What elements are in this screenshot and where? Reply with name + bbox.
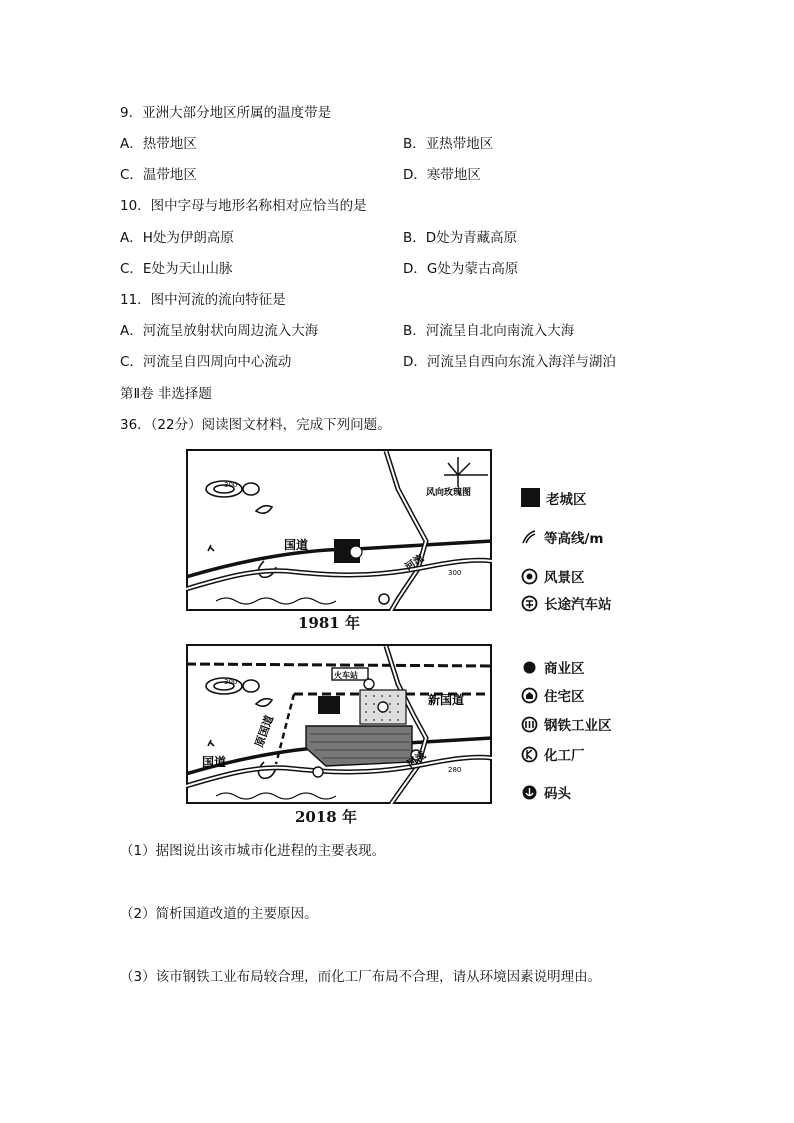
q36-sub-1: （1）据图说出该市城市化进程的主要表现。 (120, 843, 386, 859)
map-1981-year: 1981 年 (298, 614, 360, 632)
q9-option-d: D．寒带地区 (403, 167, 481, 183)
contour-value-b: 300 (448, 569, 462, 577)
q11-stem: 11．图中河流的流向特征是 (120, 292, 286, 308)
steel-industrial-area (306, 726, 412, 766)
q10-stem: 10．图中字母与地形名称相对应恰当的是 (120, 198, 367, 214)
map-2018-year: 2018 年 (295, 808, 357, 826)
legend-old-town: 老城区 (521, 488, 587, 508)
map-1981 (186, 449, 492, 611)
new-road-label: 新国道 (428, 693, 465, 707)
commercial-icon (521, 659, 538, 676)
legend-residential: 住宅区 (521, 685, 585, 705)
old-town-area-2018 (318, 696, 340, 714)
dock-icon (521, 784, 538, 801)
legend-scenic: 风景区 (521, 566, 585, 586)
legend-contour: 等高线/m (521, 527, 604, 547)
contour-value-2018-b: 280 (448, 766, 462, 774)
steel-industry-icon (521, 716, 538, 733)
q11-option-d: D．河流呈自西向东流入海洋与湖泊 (403, 354, 616, 370)
contour-icon (521, 529, 538, 546)
section-title: 第Ⅱ卷 非选择题 (120, 386, 212, 402)
legend-dock: 码头 (521, 782, 571, 802)
chemical-plant-icon (521, 746, 538, 763)
scenic-icon (521, 568, 538, 585)
q9-stem: 9．亚洲大部分地区所属的温度带是 (120, 105, 332, 121)
river-label-1981: 河流 (403, 552, 427, 574)
q11-option-a: A．河流呈放射状向周边流入大海 (120, 323, 319, 339)
residential-icon (521, 687, 538, 704)
scenic-spot-marker (379, 594, 389, 604)
legend-steel: 钢铁工业区 (521, 714, 612, 734)
legend-commercial: 商业区 (521, 657, 585, 677)
q10-option-d: D．G处为蒙古高原 (403, 261, 519, 277)
old-town-icon (521, 488, 540, 507)
q11-option-b: B．河流呈自北向南流入大海 (403, 323, 575, 339)
river-label-2018: 河流 (405, 749, 429, 771)
q10-option-a: A．H处为伊朗高原 (120, 230, 234, 246)
wind-rose-label: 风向玫瑰图 (426, 488, 472, 498)
railway-station-label: 火车站 (334, 671, 358, 680)
residential-marker (378, 702, 388, 712)
q36-sub-2: （2）简析国道改道的主要原因。 (120, 906, 318, 922)
q36-sub-3: （3）该市钢铁工业布局较合理，而化工厂布局不合理，请从环境因素说明理由。 (120, 969, 602, 985)
q36-stem: 36．（22分）阅读图文材料，完成下列问题。 (120, 417, 391, 433)
original-road-label: 原国道 (252, 713, 277, 750)
commercial-marker (364, 679, 374, 689)
q11-option-c: C．河流呈自四周向中心流动 (120, 354, 292, 370)
contour-value-a: 300 (224, 481, 238, 489)
q10-option-b: B．D处为青藏高原 (403, 230, 518, 246)
q9-option-c: C．温带地区 (120, 167, 197, 183)
bus-station-marker (350, 546, 362, 558)
q9-option-b: B．亚热带地区 (403, 136, 494, 152)
bus-station-icon (521, 595, 538, 612)
q9-option-a: A．热带地区 (120, 136, 197, 152)
q10-option-c: C．E处为天山山脉 (120, 261, 233, 277)
road-label-2018: 国道 (202, 755, 227, 769)
map-1981-frame (187, 450, 491, 610)
road-label-1981: 国道 (284, 538, 309, 552)
legend-chemical: 化工厂 (521, 744, 585, 764)
contour-value-2018-a: 300 (224, 678, 238, 686)
legend-bus-station: 长途汽车站 (521, 593, 612, 613)
map-2018 (186, 644, 492, 804)
chemical-plant-marker (313, 767, 323, 777)
